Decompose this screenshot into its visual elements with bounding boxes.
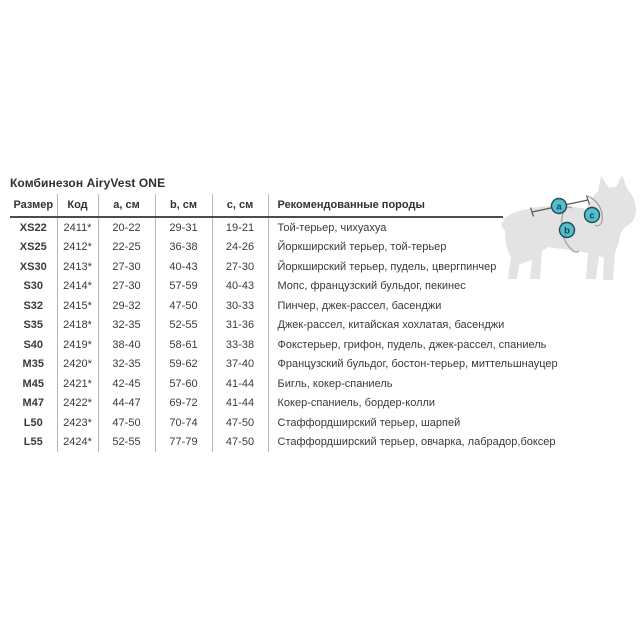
cell-b: 77-79 (155, 433, 212, 453)
table-row (10, 433, 503, 453)
cell-breeds: Пинчер, джек-рассел, басенджи (268, 296, 503, 316)
column-header-breeds: Рекомендованные породы (268, 194, 503, 217)
cell-size: L55 (23, 436, 43, 449)
cell-code: 2412* (57, 238, 98, 258)
cell-b: 57-59 (155, 277, 212, 297)
cell-c: 40-43 (212, 277, 268, 297)
marker-c (585, 208, 600, 223)
cell-breeds: Кокер-спаниель, бордер-колли (268, 394, 503, 414)
cell-size: M45 (22, 377, 44, 390)
cell-c: 27-30 (212, 257, 268, 277)
cell-b: 40-43 (155, 257, 212, 277)
cell-breeds: Бигль, кокер-спаниель (268, 374, 503, 394)
column-header-b: b, см (155, 194, 212, 217)
column-header-a: a, см (98, 194, 155, 217)
cell-code: 2420* (57, 355, 98, 375)
cell-a: 44-47 (98, 394, 155, 414)
cell-code: 2415* (57, 296, 98, 316)
marker-a (552, 199, 567, 214)
table-row (10, 355, 503, 375)
cell-a: 32-35 (98, 355, 155, 375)
table-row (10, 413, 503, 433)
cell-size: S32 (23, 299, 44, 312)
cell-c: 31-36 (212, 316, 268, 336)
table-row (10, 296, 503, 316)
cell-a: 27-30 (98, 257, 155, 277)
cell-size: M47 (22, 397, 44, 410)
cell-a: 27-30 (98, 277, 155, 297)
page-title: Комбинезон AiryVest ONE (10, 176, 166, 190)
cell-c: 41-44 (212, 394, 268, 414)
cell-breeds: Стаффордширский терьер, овчарка, лабрадор,боксер (268, 433, 503, 453)
cell-b: 70-74 (155, 413, 212, 433)
cell-b: 29-31 (155, 217, 212, 238)
column-header-code: Код (57, 194, 98, 217)
cell-a: 29-32 (98, 296, 155, 316)
table-row (10, 238, 503, 258)
table-row (10, 374, 503, 394)
cell-a: 47-50 (98, 413, 155, 433)
column-header-size: Размер (10, 194, 57, 217)
column-header-c: c, см (212, 194, 268, 217)
marker-b-label: b (564, 225, 570, 237)
cell-code: 2418* (57, 316, 98, 336)
cell-breeds: Французский бульдог, бостон-терьер, миттельшнауцер (268, 355, 503, 375)
cell-code: 2423* (57, 413, 98, 433)
cell-size: XS30 (19, 260, 47, 273)
table-row (10, 316, 503, 336)
cell-code: 2414* (57, 277, 98, 297)
cell-size: XS22 (19, 221, 47, 234)
cell-code: 2411* (57, 217, 98, 238)
cell-c: 47-50 (212, 433, 268, 453)
cell-code: 2422* (57, 394, 98, 414)
cell-breeds: Йоркширский терьер, пудель, цвергпинчер (268, 257, 503, 277)
cell-a: 52-55 (98, 433, 155, 453)
size-table (10, 194, 558, 452)
cell-size: M35 (22, 358, 44, 371)
size-table-header (10, 194, 503, 217)
cell-breeds: Джек-рассел, китайская хохлатая, басенджи (268, 316, 503, 336)
cell-c: 37-40 (212, 355, 268, 375)
dog-measurement-diagram (500, 163, 640, 303)
cell-b: 58-61 (155, 335, 212, 355)
cell-breeds: Фокстерьер, грифон, пудель, джек-рассел, спаниель (268, 335, 503, 355)
table-row (10, 335, 503, 355)
cell-a: 38-40 (98, 335, 155, 355)
marker-b (560, 223, 575, 238)
cell-code: 2419* (57, 335, 98, 355)
cell-c: 41-44 (212, 374, 268, 394)
table-row (10, 277, 503, 297)
cell-b: 52-55 (155, 316, 212, 336)
cell-c: 47-50 (212, 413, 268, 433)
cell-b: 69-72 (155, 394, 212, 414)
table-row (10, 217, 503, 238)
marker-a-label: a (556, 201, 562, 213)
size-table-body (10, 217, 558, 452)
cell-size: S35 (23, 319, 44, 332)
cell-size: L50 (23, 416, 43, 429)
cell-size: XS25 (19, 241, 47, 254)
cell-breeds: Мопс, французский бульдог, пекинес (268, 277, 503, 297)
cell-code: 2413* (57, 257, 98, 277)
cell-b: 57-60 (155, 374, 212, 394)
cell-a: 22-25 (98, 238, 155, 258)
cell-a: 20-22 (98, 217, 155, 238)
cell-breeds: Стаффордширский терьер, шарпей (268, 413, 503, 433)
cell-breeds: Той-терьер, чихуахуа (268, 217, 503, 238)
cell-c: 19-21 (212, 217, 268, 238)
cell-size: S40 (23, 338, 44, 351)
cell-code: 2424* (57, 433, 98, 453)
cell-c: 33-38 (212, 335, 268, 355)
cell-code: 2421* (57, 374, 98, 394)
cell-c: 24-26 (212, 238, 268, 258)
cell-b: 36-38 (155, 238, 212, 258)
cell-breeds: Йоркширский терьер, той-терьер (268, 238, 503, 258)
cell-size: S30 (23, 280, 44, 293)
table-row (10, 257, 503, 277)
cell-a: 32-35 (98, 316, 155, 336)
cell-a: 42-45 (98, 374, 155, 394)
cell-b: 59-62 (155, 355, 212, 375)
table-row (10, 394, 503, 414)
cell-c: 30-33 (212, 296, 268, 316)
cell-b: 47-50 (155, 296, 212, 316)
marker-c-label: c (589, 210, 595, 222)
